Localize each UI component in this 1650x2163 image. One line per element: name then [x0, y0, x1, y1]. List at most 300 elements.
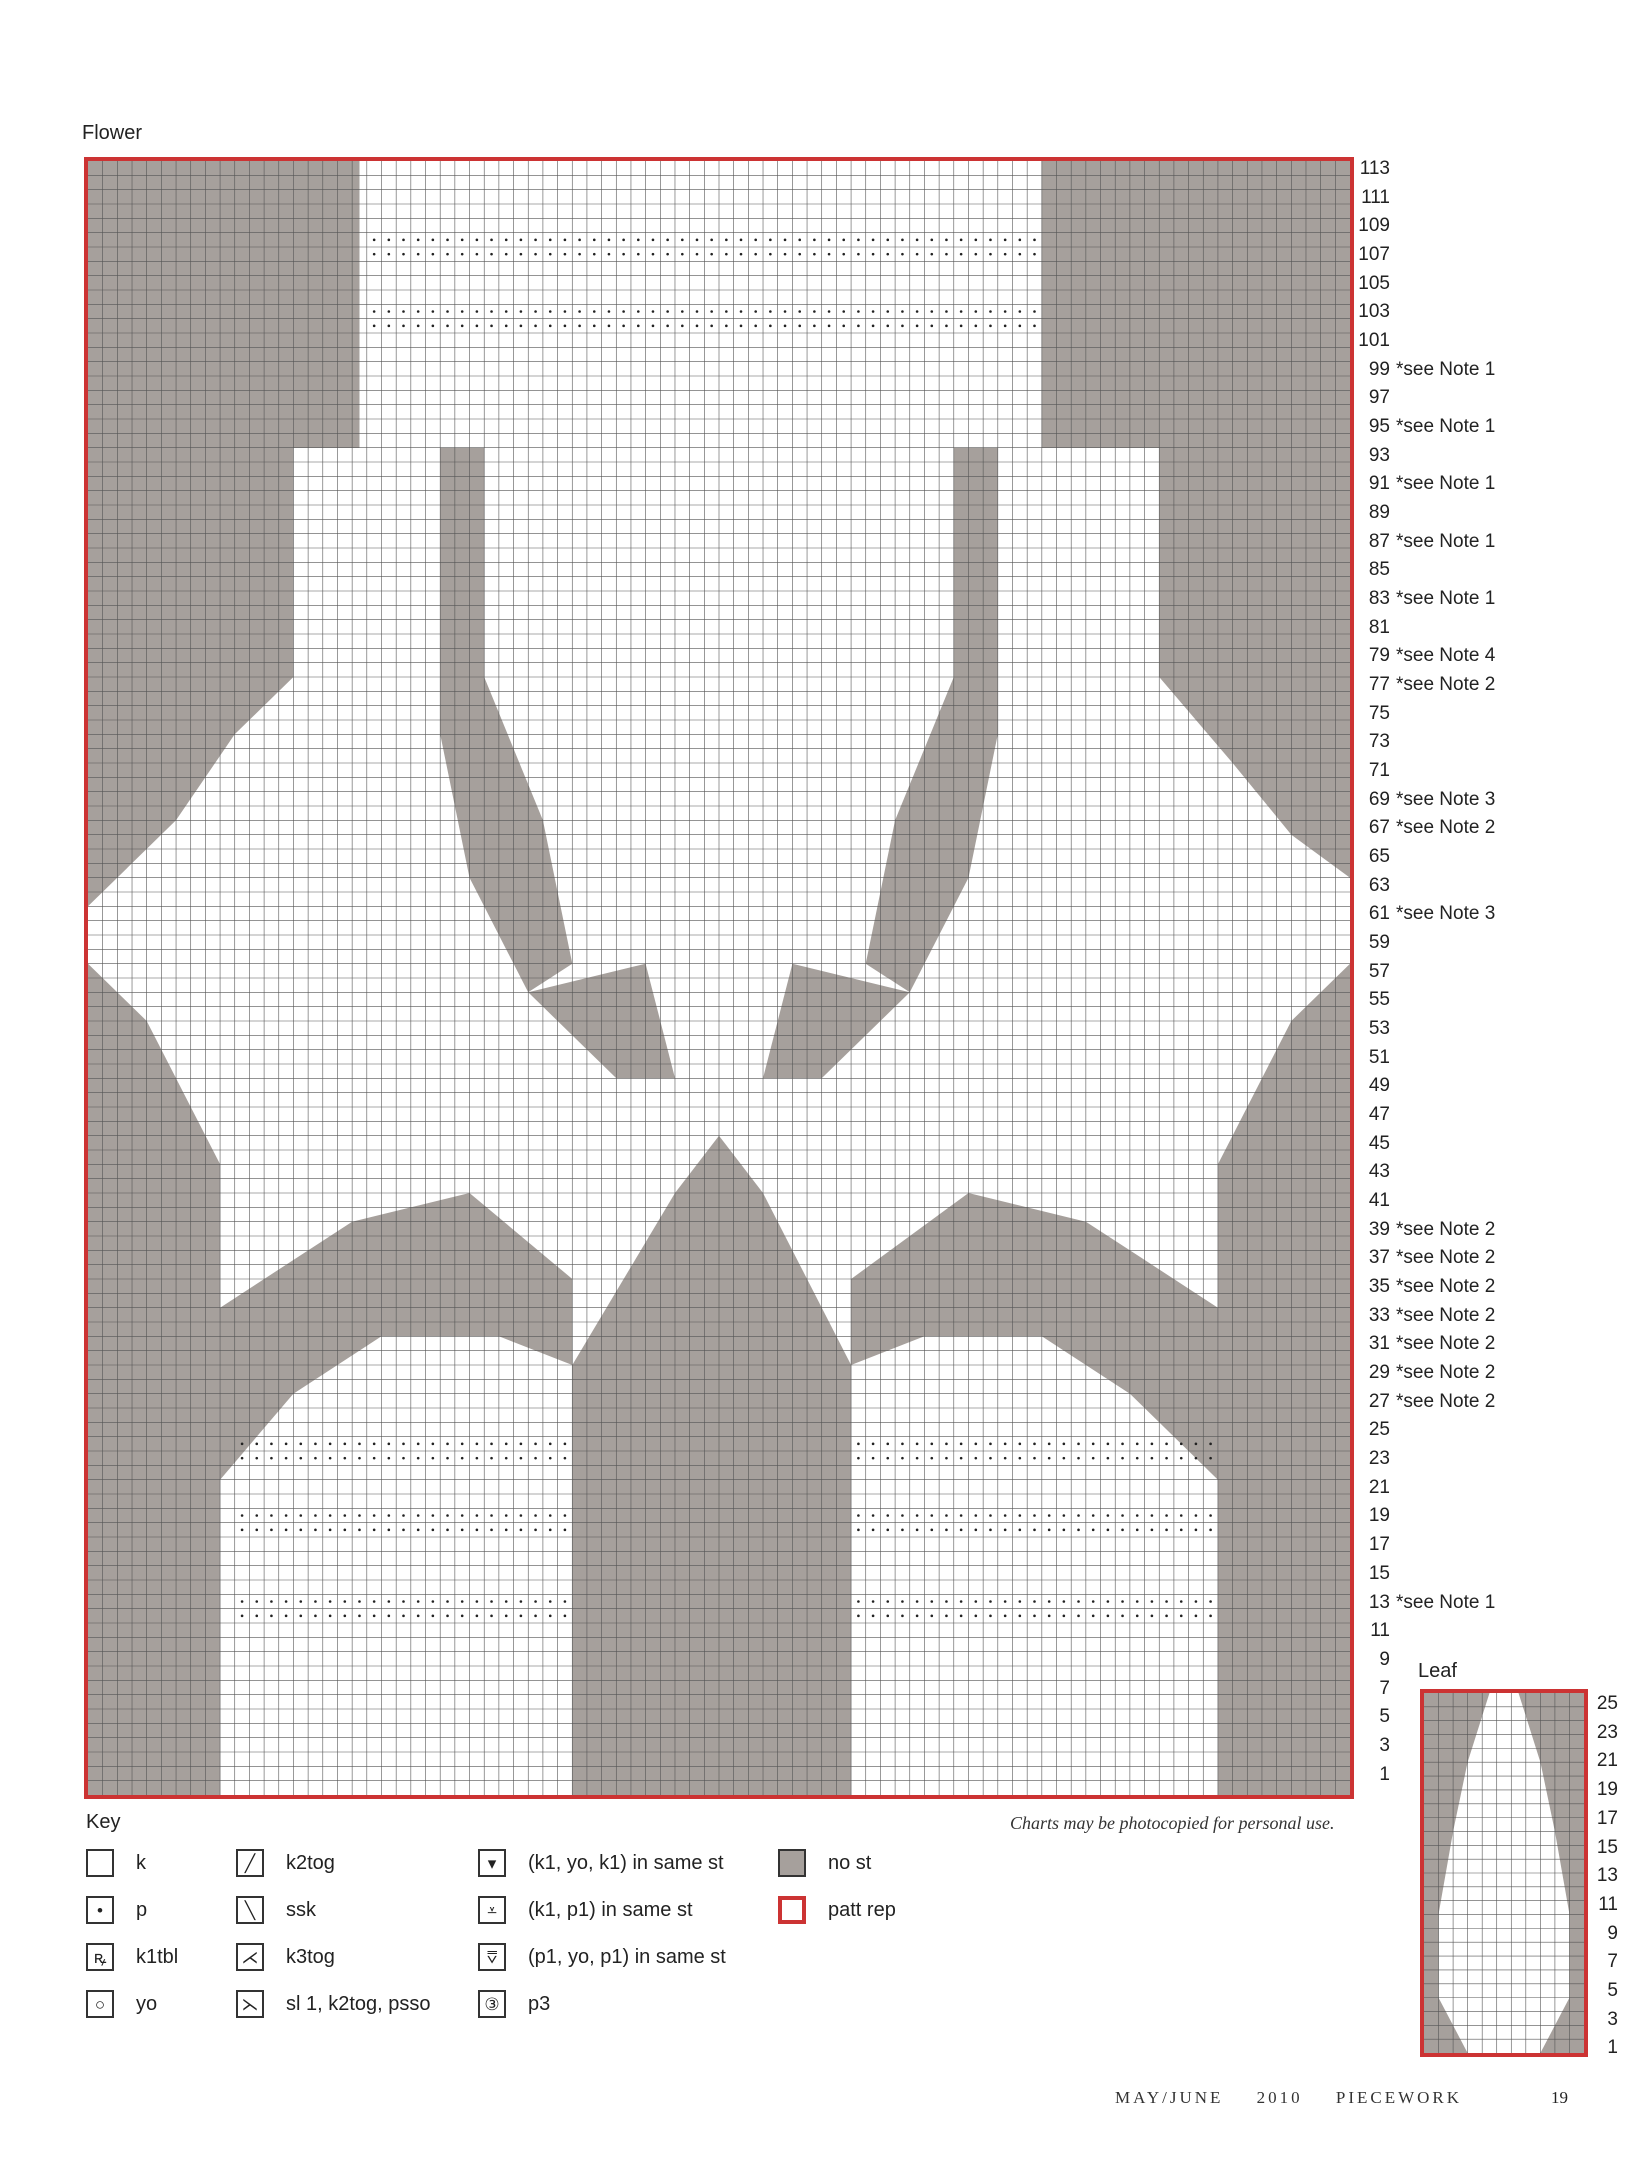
purl-dot	[1165, 1600, 1168, 1603]
flower-row-label	[1356, 1678, 1390, 1700]
purl-dot	[314, 1443, 317, 1446]
key-label: no st	[828, 1851, 872, 1874]
purl-dot	[255, 1600, 258, 1603]
purl-dot	[886, 253, 889, 256]
row-number: 91	[1368, 473, 1390, 495]
purl-dot	[1019, 1529, 1022, 1532]
purl-dot	[1209, 1529, 1212, 1532]
purl-dot	[784, 310, 787, 313]
purl-dot	[989, 1514, 992, 1517]
purl-dot	[857, 1529, 860, 1532]
purl-dot	[388, 1457, 391, 1460]
purl-dot	[1004, 1615, 1007, 1618]
purl-dot	[446, 239, 449, 242]
purl-dot	[872, 1457, 875, 1460]
row-number: 19	[1368, 1505, 1390, 1527]
row-number: 13	[1368, 1591, 1390, 1613]
flower-row-label	[1356, 731, 1390, 753]
purl-dot	[872, 253, 875, 256]
purl-dot	[975, 1514, 978, 1517]
purl-dot	[476, 1443, 479, 1446]
flower-row-label	[1356, 1018, 1390, 1040]
purl-dot	[461, 310, 464, 313]
key-symbol-icon: ╱	[236, 1849, 264, 1877]
purl-dot	[960, 1615, 963, 1618]
purl-dot	[520, 1443, 523, 1446]
purl-dot	[945, 310, 948, 313]
purl-dot	[975, 239, 978, 242]
purl-dot	[402, 1615, 405, 1618]
purl-dot	[490, 325, 493, 328]
purl-dot	[1195, 1615, 1198, 1618]
purl-dot	[1019, 325, 1022, 328]
purl-dot	[1077, 1457, 1080, 1460]
flower-row-label	[1356, 817, 1495, 839]
purl-dot	[842, 239, 845, 242]
purl-dot	[622, 253, 625, 256]
purl-dot	[388, 1443, 391, 1446]
purl-dot	[930, 1600, 933, 1603]
purl-dot	[417, 253, 420, 256]
row-number: 57	[1368, 960, 1390, 982]
purl-dot	[373, 253, 376, 256]
purl-dot	[1092, 1529, 1095, 1532]
purl-dot	[901, 1529, 904, 1532]
key-symbol-icon	[86, 1849, 114, 1877]
row-note: *see Note 2	[1396, 1218, 1496, 1240]
purl-dot	[872, 1529, 875, 1532]
purl-dot	[1077, 1514, 1080, 1517]
flower-row-label	[1356, 760, 1390, 782]
purl-dot	[1121, 1443, 1124, 1446]
purl-dot	[549, 1457, 552, 1460]
purl-dot	[1121, 1529, 1124, 1532]
purl-dot	[872, 1443, 875, 1446]
purl-dot	[945, 1615, 948, 1618]
purl-dot	[945, 1529, 948, 1532]
purl-dot	[1063, 1600, 1066, 1603]
row-number: 71	[1368, 760, 1390, 782]
row-number: 73	[1368, 731, 1390, 753]
purl-dot	[578, 239, 581, 242]
flower-row-label	[1356, 903, 1495, 925]
purl-dot	[1151, 1529, 1154, 1532]
flower-row-label	[1356, 1735, 1390, 1757]
purl-dot	[857, 1600, 860, 1603]
flower-row-label	[1356, 1592, 1495, 1614]
purl-dot	[270, 1443, 273, 1446]
purl-dot	[432, 1600, 435, 1603]
purl-dot	[1077, 1600, 1080, 1603]
purl-dot	[505, 253, 508, 256]
purl-dot	[358, 1443, 361, 1446]
purl-dot	[945, 1600, 948, 1603]
purl-dot	[564, 239, 567, 242]
key-label: sl 1, k2tog, psso	[286, 1992, 431, 2015]
purl-dot	[784, 253, 787, 256]
purl-dot	[329, 1600, 332, 1603]
key-item	[86, 1987, 157, 2021]
row-number: 23	[1368, 1448, 1390, 1470]
row-number: 99	[1368, 358, 1390, 380]
purl-dot	[446, 1457, 449, 1460]
purl-dot	[886, 325, 889, 328]
purl-dot	[285, 1443, 288, 1446]
purl-dot	[1004, 239, 1007, 242]
key-label: p	[136, 1898, 148, 1921]
purl-dot	[798, 253, 801, 256]
purl-dot	[1107, 1529, 1110, 1532]
purl-dot	[344, 1615, 347, 1618]
row-number: 89	[1368, 502, 1390, 524]
purl-dot	[534, 239, 537, 242]
flower-row-label	[1356, 1764, 1390, 1786]
purl-dot	[886, 1457, 889, 1460]
purl-dot	[740, 325, 743, 328]
purl-dot	[813, 310, 816, 313]
purl-dot	[872, 1615, 875, 1618]
row-note: *see Note 1	[1396, 1591, 1496, 1613]
purl-dot	[255, 1529, 258, 1532]
footer-magazine: PIECEWORK	[1335, 2088, 1463, 2107]
purl-dot	[285, 1600, 288, 1603]
purl-dot	[989, 1443, 992, 1446]
purl-dot	[490, 1514, 493, 1517]
purl-dot	[402, 1457, 405, 1460]
purl-dot	[299, 1615, 302, 1618]
key-title: Key	[86, 1811, 121, 1833]
row-number: 7	[1379, 1677, 1390, 1699]
purl-dot	[930, 325, 933, 328]
purl-dot	[1063, 1529, 1066, 1532]
purl-dot	[813, 253, 816, 256]
purl-dot	[828, 310, 831, 313]
purl-dot	[446, 1514, 449, 1517]
purl-dot	[564, 1457, 567, 1460]
key-item	[236, 1940, 335, 1974]
key-item	[478, 1893, 693, 1927]
row-number: 29	[1368, 1362, 1390, 1384]
flower-row-label	[1356, 1477, 1390, 1499]
purl-dot	[1077, 1615, 1080, 1618]
purl-dot	[945, 1443, 948, 1446]
row-number: 69	[1368, 788, 1390, 810]
purl-dot	[813, 325, 816, 328]
purl-dot	[476, 1457, 479, 1460]
purl-dot	[1195, 1600, 1198, 1603]
flower-row-label	[1356, 559, 1390, 581]
purl-dot	[285, 1514, 288, 1517]
key-symbol-icon: ⩢	[478, 1943, 506, 1971]
row-number: 5	[1379, 1706, 1390, 1728]
purl-dot	[505, 1457, 508, 1460]
purl-dot	[255, 1615, 258, 1618]
key-symbol-icon	[778, 1896, 806, 1924]
purl-dot	[960, 239, 963, 242]
purl-dot	[432, 325, 435, 328]
purl-dot	[461, 1615, 464, 1618]
purl-dot	[1107, 1600, 1110, 1603]
flower-row-label	[1356, 1620, 1390, 1642]
row-note: *see Note 1	[1396, 530, 1496, 552]
purl-dot	[505, 1529, 508, 1532]
purl-dot	[886, 310, 889, 313]
purl-dot	[1033, 1514, 1036, 1517]
purl-dot	[520, 1457, 523, 1460]
flower-row-label	[1356, 1448, 1390, 1470]
purl-dot	[1063, 1514, 1066, 1517]
purl-dot	[1209, 1443, 1212, 1446]
purl-dot	[1004, 1529, 1007, 1532]
purl-dot	[710, 310, 713, 313]
purl-dot	[916, 310, 919, 313]
leaf-chart-grid	[1424, 1693, 1584, 2053]
purl-dot	[975, 1600, 978, 1603]
row-note: *see Note 2	[1396, 1362, 1496, 1384]
row-number: 55	[1368, 989, 1390, 1011]
purl-dot	[432, 239, 435, 242]
leaf-row-label: 7	[1607, 1951, 1618, 1973]
row-note: *see Note 1	[1396, 588, 1496, 610]
purl-dot	[1180, 1600, 1183, 1603]
purl-dot	[314, 1529, 317, 1532]
purl-dot	[872, 310, 875, 313]
photocopy-note: Charts may be photocopied for personal use.	[1010, 1813, 1335, 1833]
purl-dot	[975, 253, 978, 256]
leaf-row-label: 17	[1596, 1807, 1618, 1829]
row-number: 39	[1368, 1218, 1390, 1240]
purl-dot	[1048, 1529, 1051, 1532]
purl-dot	[329, 1443, 332, 1446]
purl-dot	[901, 1443, 904, 1446]
purl-dot	[769, 325, 772, 328]
purl-dot	[534, 1615, 537, 1618]
purl-dot	[358, 1514, 361, 1517]
flower-row-label	[1356, 1706, 1390, 1728]
purl-dot	[490, 1443, 493, 1446]
purl-dot	[358, 1457, 361, 1460]
purl-dot	[476, 1529, 479, 1532]
purl-dot	[1107, 1443, 1110, 1446]
purl-dot	[725, 325, 728, 328]
flower-row-label	[1356, 531, 1495, 553]
purl-dot	[1209, 1514, 1212, 1517]
footer-issue: MAY/JUNE	[1115, 2088, 1224, 2107]
purl-dot	[901, 1514, 904, 1517]
purl-dot	[916, 1615, 919, 1618]
purl-dot	[1019, 1514, 1022, 1517]
row-number: 103	[1358, 301, 1390, 323]
row-number: 75	[1368, 702, 1390, 724]
flower-row-label	[1356, 1047, 1390, 1069]
purl-dot	[857, 1457, 860, 1460]
row-note: *see Note 2	[1396, 1276, 1496, 1298]
key-label: ssk	[286, 1898, 316, 1921]
flower-row-label	[1356, 1161, 1390, 1183]
purl-dot	[1004, 1443, 1007, 1446]
purl-dot	[1019, 1443, 1022, 1446]
purl-dot	[857, 1615, 860, 1618]
purl-dot	[578, 310, 581, 313]
row-number: 17	[1368, 1534, 1390, 1556]
purl-dot	[490, 1457, 493, 1460]
row-number: 77	[1368, 674, 1390, 696]
purl-dot	[945, 253, 948, 256]
row-number: 93	[1368, 444, 1390, 466]
purl-dot	[373, 325, 376, 328]
purl-dot	[975, 1457, 978, 1460]
flower-row-label	[1356, 273, 1390, 295]
purl-dot	[842, 253, 845, 256]
purl-dot	[1195, 1514, 1198, 1517]
purl-dot	[1180, 1514, 1183, 1517]
purl-dot	[930, 1443, 933, 1446]
flower-row-label	[1356, 445, 1390, 467]
purl-dot	[505, 1600, 508, 1603]
purl-dot	[417, 239, 420, 242]
purl-dot	[886, 1514, 889, 1517]
purl-dot	[549, 239, 552, 242]
purl-dot	[505, 239, 508, 242]
purl-dot	[534, 1529, 537, 1532]
leaf-row-label: 19	[1596, 1779, 1618, 1801]
purl-dot	[476, 1600, 479, 1603]
flower-chart-grid	[88, 161, 1350, 1795]
key-symbol-icon: ③	[478, 1990, 506, 2018]
purl-dot	[916, 1529, 919, 1532]
leaf-row-label: 11	[1598, 1893, 1618, 1915]
key-label: patt rep	[828, 1898, 896, 1921]
purl-dot	[432, 310, 435, 313]
purl-dot	[329, 1457, 332, 1460]
purl-dot	[373, 1615, 376, 1618]
purl-dot	[769, 310, 772, 313]
key-symbol-icon: ⋋	[236, 1990, 264, 2018]
purl-dot	[564, 253, 567, 256]
purl-dot	[461, 1600, 464, 1603]
purl-dot	[857, 1443, 860, 1446]
purl-dot	[285, 1615, 288, 1618]
purl-dot	[608, 325, 611, 328]
purl-dot	[373, 310, 376, 313]
purl-dot	[798, 239, 801, 242]
purl-dot	[1077, 1443, 1080, 1446]
purl-dot	[1151, 1457, 1154, 1460]
row-number: 85	[1368, 559, 1390, 581]
row-number: 3	[1379, 1734, 1390, 1756]
purl-dot	[784, 239, 787, 242]
key-label: k1tbl	[136, 1945, 179, 1968]
purl-dot	[945, 1514, 948, 1517]
purl-dot	[549, 253, 552, 256]
purl-dot	[666, 239, 669, 242]
purl-dot	[461, 1457, 464, 1460]
purl-dot	[1004, 325, 1007, 328]
purl-dot	[520, 239, 523, 242]
row-number: 37	[1368, 1247, 1390, 1269]
flower-row-label	[1356, 1391, 1495, 1413]
purl-dot	[549, 1600, 552, 1603]
key-item	[478, 1846, 724, 1880]
purl-dot	[402, 253, 405, 256]
purl-dot	[593, 239, 596, 242]
purl-dot	[373, 239, 376, 242]
purl-dot	[989, 1615, 992, 1618]
purl-dot	[1092, 1514, 1095, 1517]
purl-dot	[740, 239, 743, 242]
purl-dot	[681, 325, 684, 328]
purl-dot	[1004, 310, 1007, 313]
purl-dot	[754, 325, 757, 328]
purl-dot	[916, 1600, 919, 1603]
purl-dot	[520, 1600, 523, 1603]
page-number: 19	[1551, 2088, 1568, 2107]
purl-dot	[373, 1514, 376, 1517]
flower-row-label	[1356, 416, 1495, 438]
purl-dot	[872, 239, 875, 242]
purl-dot	[1019, 1600, 1022, 1603]
purl-dot	[872, 1600, 875, 1603]
purl-dot	[373, 1529, 376, 1532]
purl-dot	[549, 1529, 552, 1532]
purl-dot	[1048, 1600, 1051, 1603]
purl-dot	[402, 1514, 405, 1517]
purl-dot	[299, 1600, 302, 1603]
purl-dot	[1165, 1457, 1168, 1460]
purl-dot	[520, 1514, 523, 1517]
purl-dot	[534, 1514, 537, 1517]
purl-dot	[725, 239, 728, 242]
purl-dot	[1209, 1457, 1212, 1460]
purl-dot	[534, 325, 537, 328]
purl-dot	[710, 239, 713, 242]
flower-row-label	[1356, 359, 1495, 381]
purl-dot	[960, 253, 963, 256]
flower-row-label	[1356, 1505, 1390, 1527]
purl-dot	[241, 1615, 244, 1618]
purl-dot	[373, 1443, 376, 1446]
purl-dot	[417, 1514, 420, 1517]
purl-dot	[989, 310, 992, 313]
purl-dot	[1195, 1443, 1198, 1446]
row-number: 79	[1368, 645, 1390, 667]
purl-dot	[608, 253, 611, 256]
purl-dot	[432, 1615, 435, 1618]
purl-dot	[1180, 1443, 1183, 1446]
key-item	[86, 1893, 147, 1927]
purl-dot	[1048, 1457, 1051, 1460]
purl-dot	[270, 1514, 273, 1517]
purl-dot	[446, 1529, 449, 1532]
row-number: 31	[1368, 1333, 1390, 1355]
purl-dot	[857, 253, 860, 256]
row-note: *see Note 2	[1396, 674, 1496, 696]
row-number: 61	[1368, 903, 1390, 925]
purl-dot	[1121, 1600, 1124, 1603]
purl-dot	[975, 1615, 978, 1618]
row-number: 35	[1368, 1276, 1390, 1298]
purl-dot	[564, 1443, 567, 1446]
flower-row-label	[1356, 588, 1495, 610]
leaf-chart	[1420, 1689, 1588, 2057]
purl-dot	[520, 310, 523, 313]
purl-dot	[299, 1457, 302, 1460]
row-note: *see Note 4	[1396, 645, 1496, 667]
purl-dot	[432, 1443, 435, 1446]
purl-dot	[1180, 1615, 1183, 1618]
purl-dot	[960, 1443, 963, 1446]
purl-dot	[476, 310, 479, 313]
